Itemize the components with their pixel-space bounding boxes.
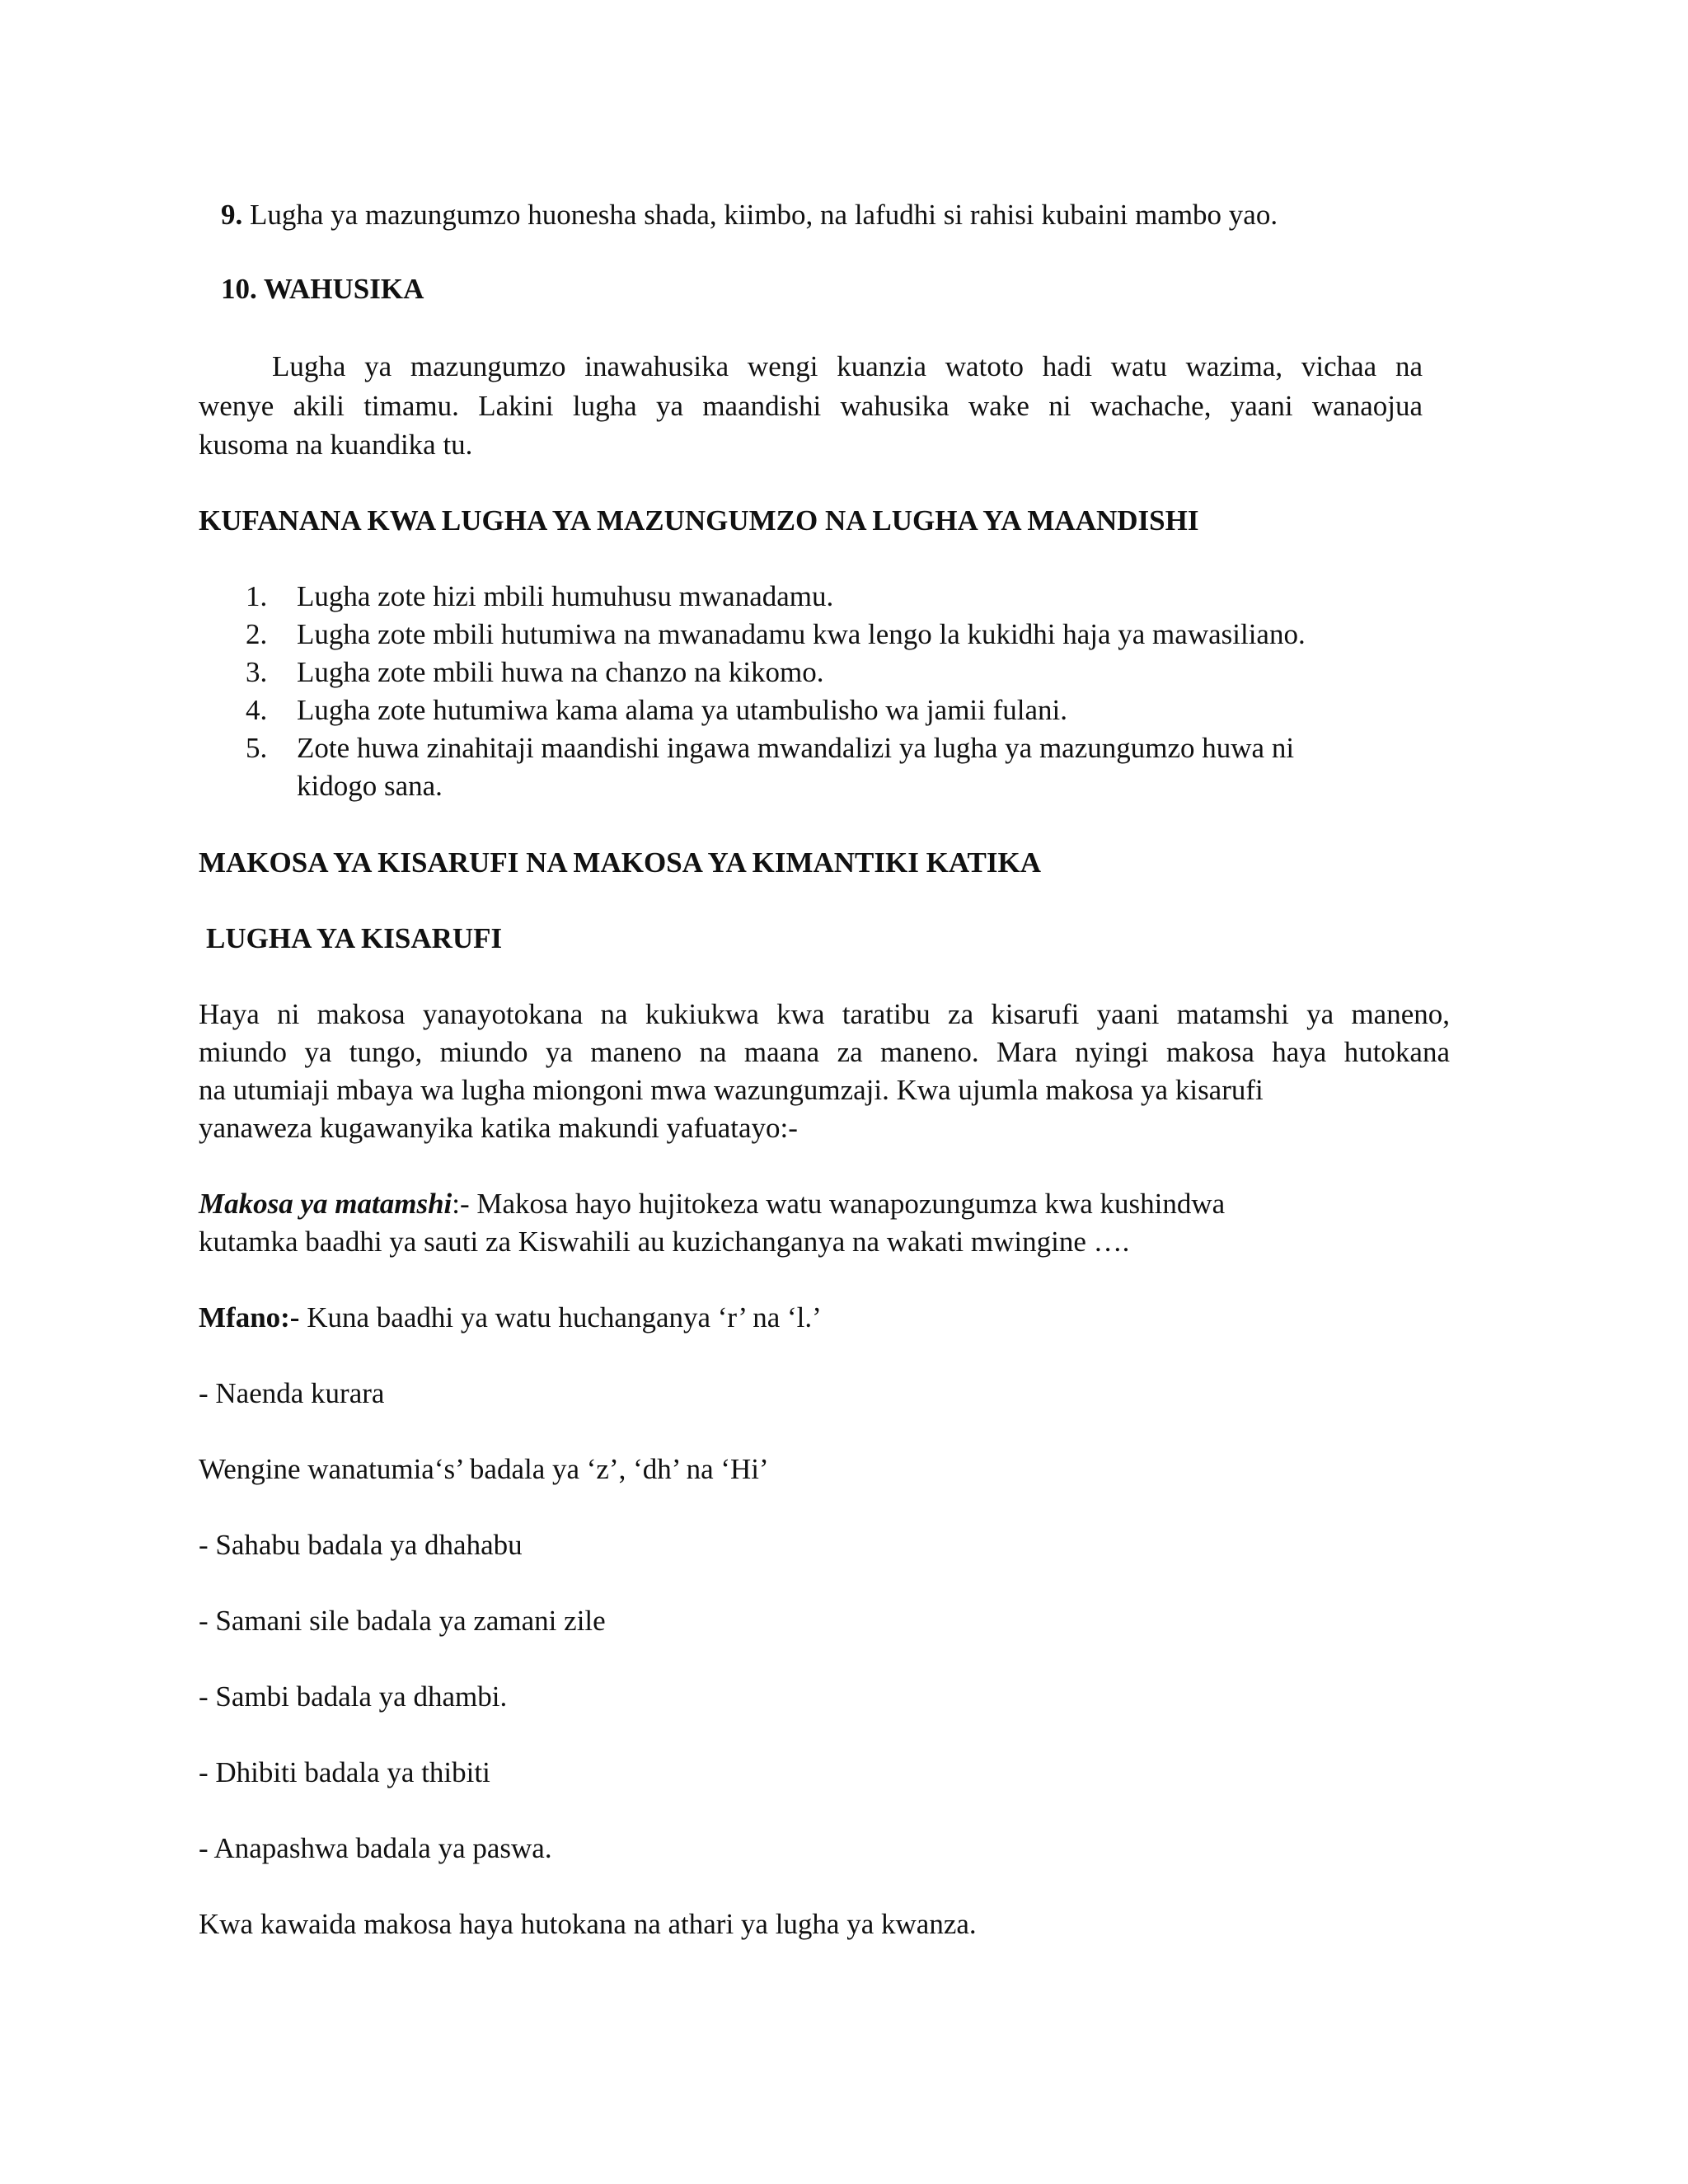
- list-item-number: 2.: [246, 618, 268, 650]
- matamshi-line-2: kutamka baadhi ya sauti za Kiswahili au kuzichanganya na wakati mwingine ….: [199, 1226, 1130, 1258]
- list-item-text: Lugha zote hutumiwa kama alama ya utambulisho wa jamii fulani.: [297, 694, 1068, 726]
- example-line: - Samani sile badala ya zamani zile: [199, 1605, 606, 1637]
- list-item-text: Zote huwa zinahitaji maandishi ingawa mwandalizi ya lugha ya mazungumzo huwa ni: [297, 732, 1295, 764]
- makosa-paragraph-line-4: yanaweza kugawanyika katika makundi yafuatayo:-: [199, 1112, 798, 1144]
- matamshi-label: Makosa ya matamshi: [199, 1188, 452, 1220]
- point-10-paragraph-line-3: kusoma na kuandika tu.: [199, 429, 473, 461]
- list-item-text: Lugha zote mbili hutumiwa na mwanadamu kwa lengo la kukidhi haja ya mawasiliano.: [297, 618, 1306, 650]
- point-9-text: Lugha ya mazungumzo huonesha shada, kiimbo, na lafudhi si rahisi kubaini mambo yao.: [242, 199, 1278, 231]
- example-line: - Sahabu badala ya dhahabu: [199, 1529, 523, 1561]
- makosa-paragraph-line-3: na utumiaji mbaya wa lugha miongoni mwa wazungumzaji. Kwa ujumla makosa ya kisarufi: [199, 1074, 1264, 1106]
- list-item-text: kidogo sana.: [297, 770, 443, 802]
- closing-line: Kwa kawaida makosa haya hutokana na athari ya lugha ya kwanza.: [199, 1908, 977, 1940]
- matamshi-line-1: [199, 1185, 1225, 1223]
- list-item-text: Lugha zote mbili huwa na chanzo na kikomo.: [297, 656, 824, 688]
- list-item-number: 4.: [246, 694, 268, 726]
- example-line: - Sambi badala ya dhambi.: [199, 1680, 508, 1713]
- kufanana-heading: KUFANANA KWA LUGHA YA MAZUNGUMZO NA LUGHA YA MAANDISHI: [199, 504, 1199, 537]
- example-line: - Dhibiti badala ya thibiti: [199, 1756, 490, 1788]
- list-item-number: 3.: [246, 656, 268, 688]
- example-line: - Naenda kurara: [199, 1377, 385, 1409]
- point-10-paragraph-line-2: wenye akili timamu. Lakini lugha ya maandishi wahusika wake ni wachache, yaani wanaojua: [199, 390, 1423, 422]
- makosa-heading-1: MAKOSA YA KISARUFI NA MAKOSA YA KIMANTIKI KATIKA: [199, 846, 1041, 879]
- example-line: - Anapashwa badala ya paswa.: [199, 1832, 552, 1864]
- point-9-number: 9.: [221, 199, 243, 231]
- makosa-heading-2: LUGHA YA KISARUFI: [206, 922, 503, 954]
- list-item-number: 1.: [246, 580, 268, 612]
- mfano-text: Kuna baadhi ya watu huchanganya ‘r’ na ‘l.’: [299, 1301, 822, 1333]
- matamshi-text: :- Makosa hayo hujitokeza watu wanapozungumza kwa kushindwa: [452, 1188, 1226, 1220]
- point-10-heading: 10. WAHUSIKA: [221, 273, 424, 305]
- list-item-text: Lugha zote hizi mbili humuhusu mwanadamu.: [297, 580, 834, 612]
- makosa-paragraph-line-1: Haya ni makosa yanayotokana na kukiukwa kwa taratibu za kisarufi yaani matamshi ya maneno,: [199, 998, 1450, 1030]
- point-10-paragraph-line-1: Lugha ya mazungumzo inawahusika wengi kuanzia watoto hadi watu wazima, vichaa na: [272, 350, 1423, 382]
- makosa-paragraph-line-2: miundo ya tungo, miundo ya maneno na maana za maneno. Mara nyingi makosa haya hutokana: [199, 1036, 1450, 1068]
- mfano-line: [199, 1299, 822, 1337]
- mfano-label: Mfano:-: [199, 1301, 300, 1333]
- point-9-line: [221, 196, 1278, 234]
- example-line: Wengine wanatumia‘s’ badala ya ‘z’, ‘dh’ na ‘Hi’: [199, 1453, 769, 1485]
- list-item-number: 5.: [246, 732, 268, 764]
